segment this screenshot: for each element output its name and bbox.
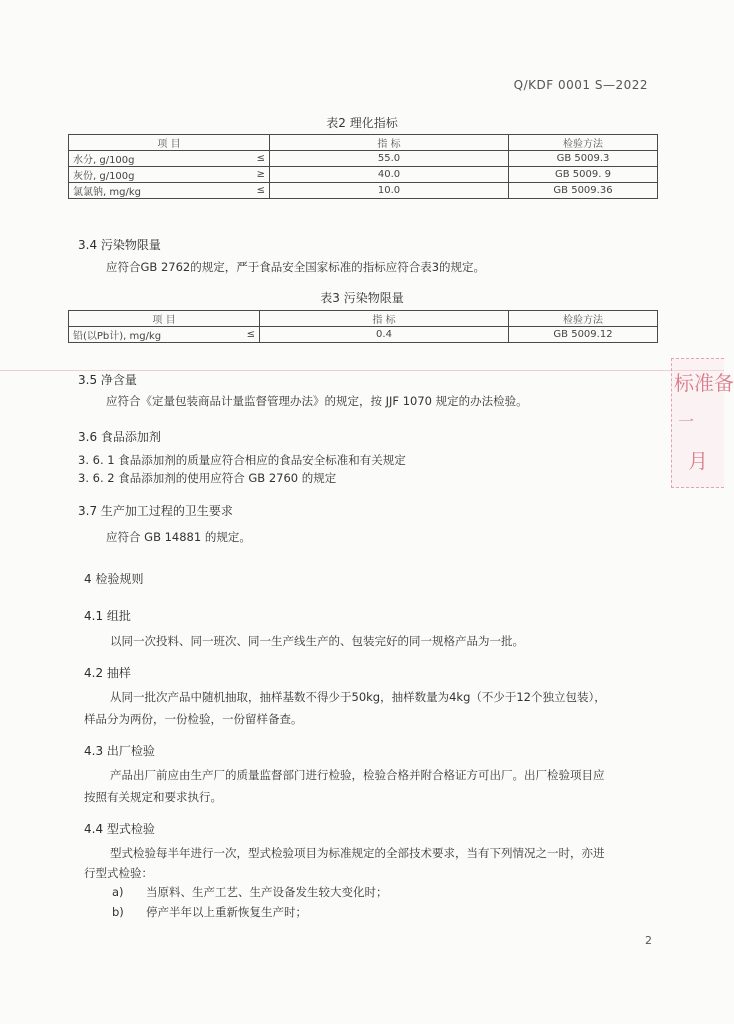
registration-stamp xyxy=(671,358,734,488)
table-cell-value: 10.0 xyxy=(270,183,509,199)
table3-header-method: 检验方法 xyxy=(509,311,658,327)
section-3-6-2-text: 3. 6. 2 食品添加剂的使用应符合 GB 2760 的规定 xyxy=(78,471,337,485)
stamp-text-line1: 标准备 xyxy=(674,371,734,395)
section-4-4-heading: 4.4 型式检验 xyxy=(84,822,155,836)
table-cell-item: 水分, g/100g xyxy=(69,151,234,167)
section-3-4-text: 应符合GB 2762的规定，严于食品安全国家标准的指标应符合表3的规定。 xyxy=(106,260,486,274)
table-cell-symbol: ≤ xyxy=(231,327,259,343)
table3 xyxy=(68,310,658,343)
document-code: Q/KDF 0001 S—2022 xyxy=(513,78,648,92)
section-4-2-text-line2: 样品分为两份，一份检验，一份留样备查。 xyxy=(84,712,303,726)
section-3-7-heading: 3.7 生产加工过程的卫生要求 xyxy=(78,504,233,518)
section-3-6-1-text: 3. 6. 1 食品添加剂的质量应符合相应的食品安全标准和有关规定 xyxy=(78,453,406,467)
table3-header-value: 指 标 xyxy=(260,311,509,327)
section-3-7-text: 应符合 GB 14881 的规定。 xyxy=(106,530,251,544)
section-4-1-heading: 4.1 组批 xyxy=(84,609,131,623)
section-3-6-heading: 3.6 食品添加剂 xyxy=(78,430,161,444)
table-row xyxy=(69,151,658,167)
stamp-text-line2: 一 xyxy=(678,412,695,431)
section-4-2-heading: 4.2 抽样 xyxy=(84,666,131,680)
list-item-a-label: a) xyxy=(112,885,124,899)
table-cell-item: 氯氯钠, mg/kg xyxy=(69,183,234,199)
table-cell-value: 0.4 xyxy=(260,327,509,343)
section-4-3-heading: 4.3 出厂检验 xyxy=(84,744,155,758)
page-number: 2 xyxy=(645,934,652,947)
table-row xyxy=(69,327,658,343)
table-row xyxy=(69,167,658,183)
section-3-5-heading: 3.5 净含量 xyxy=(78,373,137,387)
table-cell-symbol: ≥ xyxy=(233,167,269,183)
table-cell-method: GB 5009.36 xyxy=(509,183,658,199)
table-cell-symbol: ≤ xyxy=(233,183,269,199)
section-4-4-text-line1: 型式检验每半年进行一次，型式检验项目为标准规定的全部技术要求，当有下列情况之一时，亦进 xyxy=(110,846,605,860)
table2-header-item: 项 目 xyxy=(69,135,270,151)
list-item-b-label: b) xyxy=(112,905,124,919)
table-cell-method: GB 5009.3 xyxy=(509,151,658,167)
table2-title: 表2 理化指标 xyxy=(326,116,398,130)
table3-header-row xyxy=(69,311,658,327)
table2 xyxy=(68,134,658,199)
section-4-1-text: 以同一次投料、同一班次、同一生产线生产的、包装完好的同一规格产品为一批。 xyxy=(110,634,524,648)
table-cell-value: 40.0 xyxy=(270,167,509,183)
table-cell-method: GB 5009. 9 xyxy=(509,167,658,183)
table2-header-value: 指 标 xyxy=(270,135,509,151)
table3-title: 表3 污染物限量 xyxy=(320,291,404,305)
table2-header-row xyxy=(69,135,658,151)
section-4-3-text-line1: 产品出厂前应由生产厂的质量监督部门进行检验，检验合格并附合格证方可出厂。出厂检验项目应 xyxy=(110,768,605,782)
list-item-b-text: 停产半年以上重新恢复生产时； xyxy=(146,905,307,919)
section-3-4-heading: 3.4 污染物限量 xyxy=(78,238,161,252)
table-cell-value: 55.0 xyxy=(270,151,509,167)
list-item-a-text: 当原料、生产工艺、生产设备发生较大变化时； xyxy=(146,885,388,899)
section-4-heading: 4 检验规则 xyxy=(84,572,144,586)
table-cell-symbol: ≤ xyxy=(233,151,269,167)
stamp-text-line3: 月 xyxy=(688,449,708,473)
table2-header-method: 检验方法 xyxy=(509,135,658,151)
section-4-4-text-line2: 行型式检验： xyxy=(84,866,153,880)
table-cell-item: 灰份, g/100g xyxy=(69,167,234,183)
table-cell-item: 铅(以Pb计), mg/kg xyxy=(69,327,232,343)
section-4-2-text-line1: 从同一批次产品中随机抽取，抽样基数不得少于50kg，抽样数量为4kg（不少于12个独立包装）， xyxy=(110,690,606,704)
table3-header-item: 项 目 xyxy=(69,311,260,327)
section-3-5-text: 应符合《定量包装商品计量监督管理办法》的规定，按 JJF 1070 规定的办法检验。 xyxy=(106,394,528,408)
table-row xyxy=(69,183,658,199)
section-4-3-text-line2: 按照有关规定和要求执行。 xyxy=(84,790,222,804)
table-cell-method: GB 5009.12 xyxy=(509,327,658,343)
